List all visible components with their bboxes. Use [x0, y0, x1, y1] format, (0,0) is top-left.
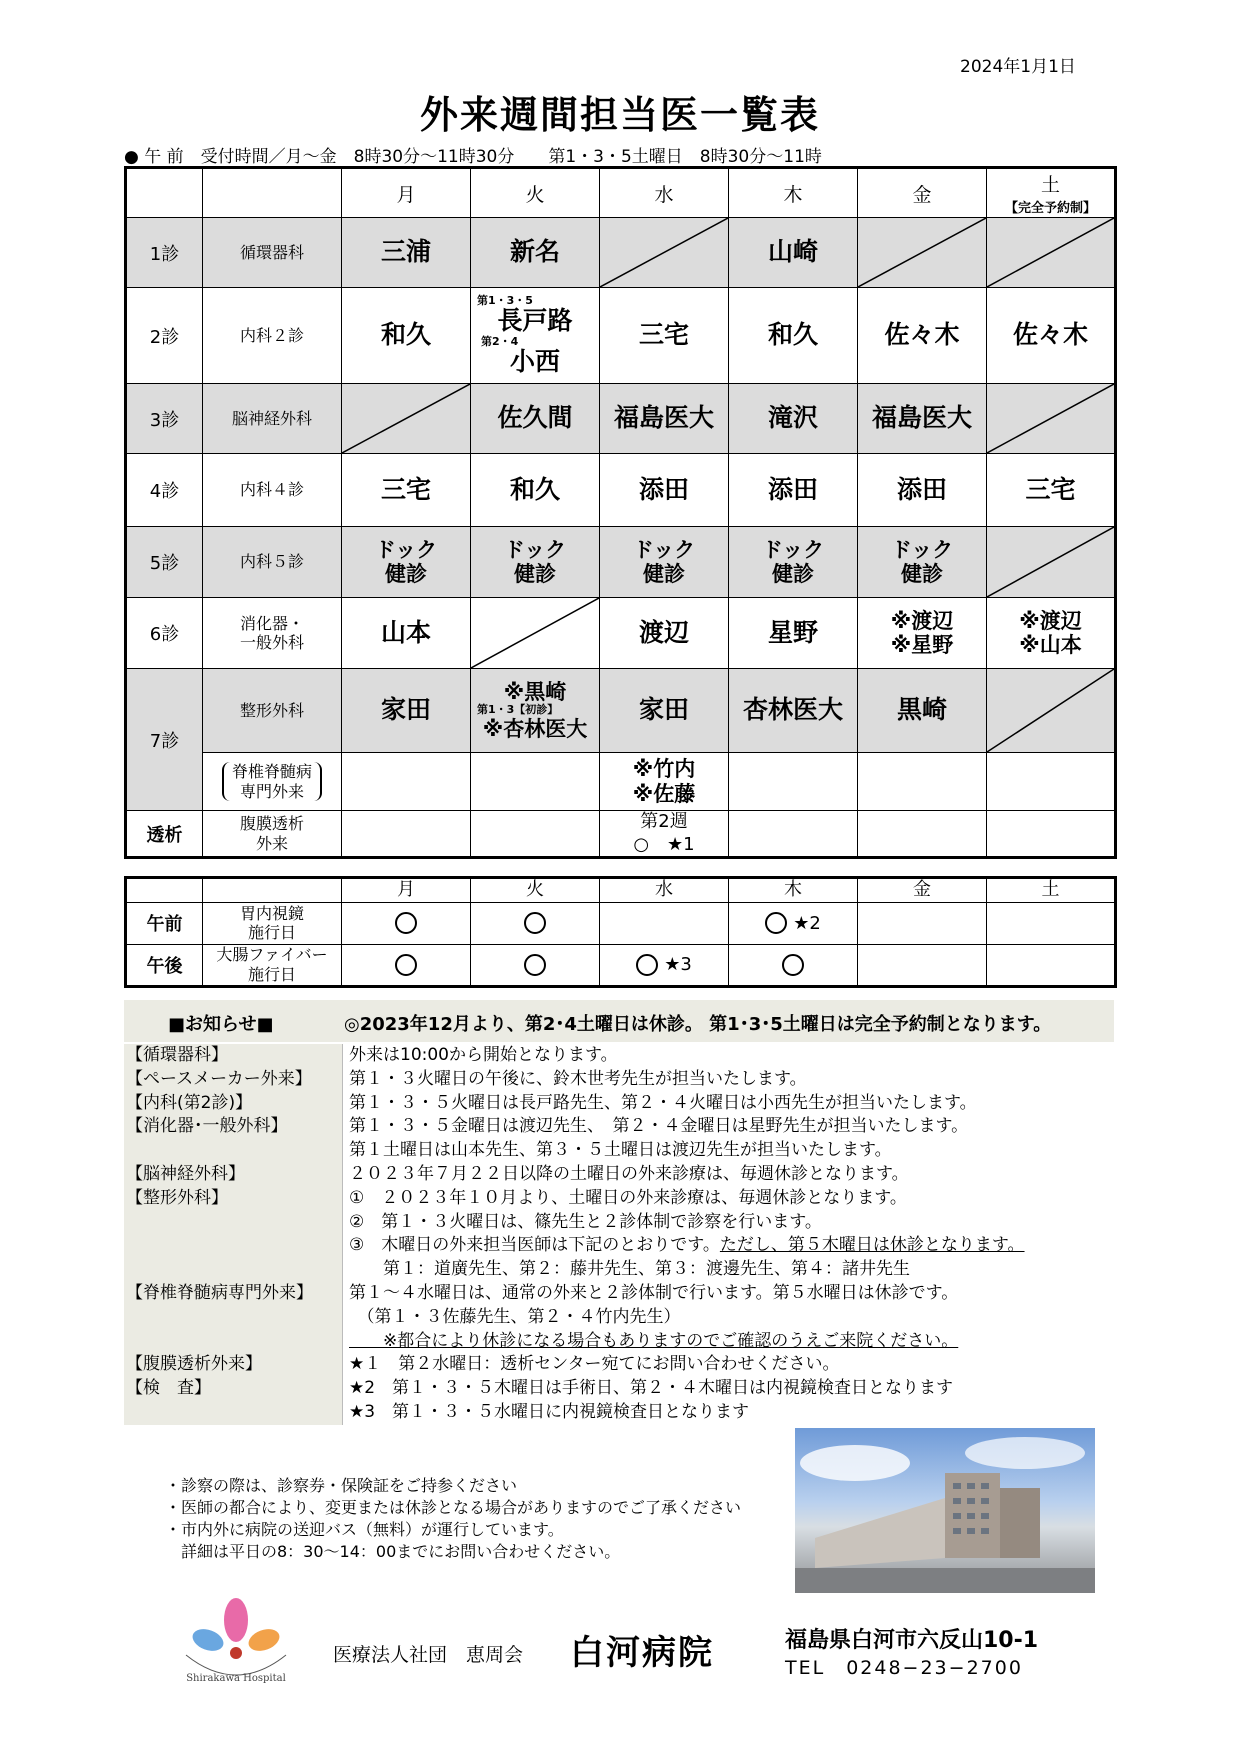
circle-icon	[524, 912, 546, 934]
notice-category	[124, 1401, 342, 1425]
day-sat: 土 【完全予約制】	[987, 168, 1116, 218]
notice-text: 第１・３・５金曜日は渡辺先生、 第２・４金曜日は星野先生が担当いたします。	[342, 1115, 1114, 1139]
notice-text: ★１ 第２水曜日：透析センター宛てにお問い合わせください。	[342, 1353, 1114, 1377]
dialysis-wed: 第2週 ○ ★1	[600, 811, 729, 858]
exam-day-row	[126, 878, 1116, 903]
notice-category: 【ペースメーカー外来】	[124, 1068, 342, 1092]
doctor-wed: ドック 健診	[600, 527, 729, 598]
notice-row	[124, 1163, 1114, 1187]
notice-row	[124, 1092, 1114, 1116]
day-thu: 木	[729, 168, 858, 218]
notice-category	[124, 1306, 342, 1330]
closed-slash	[471, 598, 600, 669]
notice-row	[124, 1306, 1114, 1330]
row-dialysis	[126, 811, 1116, 858]
notice-underlined: ただし、第５木曜日は休診となります。	[719, 1235, 1025, 1256]
notice-underlined: ※都合により休診になる場合もありますのでご確認のうえご来院ください。	[349, 1330, 959, 1351]
notice-text: 外来は10:00から開始となります。	[342, 1044, 1114, 1068]
doctor-mon: 三宅	[342, 454, 471, 527]
doctor-wed: ※竹内 ※佐藤	[600, 753, 729, 811]
notice-text: 第１〜４水曜日は、通常の外来と２診体制で行います。第５水曜日は休診です。	[342, 1282, 1114, 1306]
doctor-mon: 家田	[342, 669, 471, 753]
notice-text: ２０２３年７月２２日以降の土曜日の外来診療は、毎週休診となります。	[342, 1163, 1114, 1187]
doctor-sat: ※渡辺 ※山本	[987, 598, 1116, 669]
notice-row	[124, 1115, 1114, 1139]
booth-label: 2診	[126, 288, 203, 384]
exam-mark	[729, 944, 858, 986]
day-header-row	[126, 168, 1116, 218]
exam-mark	[729, 902, 858, 944]
closed-slash	[858, 218, 987, 288]
notice-row	[124, 1401, 1114, 1425]
hospital-phone: TEL 0248−23−2700	[785, 1657, 1023, 1679]
doctor-wed: 渡辺	[600, 598, 729, 669]
notice-row	[124, 1330, 1114, 1354]
doctor-tue: 和久	[471, 454, 600, 527]
doctor-wed: 添田	[600, 454, 729, 527]
exam-mark	[471, 902, 600, 944]
notice-row	[124, 1353, 1114, 1377]
week-note: 第2・4	[481, 334, 519, 348]
notice-row	[124, 1187, 1114, 1211]
doctor-wed: 家田	[600, 669, 729, 753]
notice-header	[124, 1000, 1114, 1042]
exam-type: 胃内視鏡 施行日	[203, 902, 342, 944]
circle-icon	[765, 912, 787, 934]
notice-text: ① ２０２３年１０月より、土曜日の外来診療は、毎週休診となります。	[342, 1187, 1114, 1211]
row-booth-7	[126, 669, 1116, 753]
doctor-tue: ドック 健診	[471, 527, 600, 598]
row-booth-3	[126, 384, 1116, 454]
week-note: 第1・3【初診】	[477, 703, 559, 717]
note-line: ・診察の際は、診察券・保険証をご持参ください	[165, 1476, 518, 1495]
doctor-name: 小西	[509, 346, 560, 376]
day-sat: 土	[987, 878, 1116, 903]
booth-label: 7診	[126, 669, 203, 811]
booth-label: 5診	[126, 527, 203, 598]
notice-category	[124, 1139, 342, 1163]
department: 内科５診	[203, 527, 342, 598]
department: 循環器科	[203, 218, 342, 288]
note-line: ・医師の都合により、変更または休診となる場合がありますのでご了承ください	[165, 1498, 742, 1517]
doctor-thu: 星野	[729, 598, 858, 669]
notice-text: 第１・３・５火曜日は長戸路先生、第２・４火曜日は小西先生が担当いたします。	[342, 1092, 1114, 1116]
hospital-logo	[176, 1595, 296, 1695]
notice-category: 【循環器科】	[124, 1044, 342, 1068]
department: 脳神経外科	[203, 384, 342, 454]
notice-text: 第１：道廣先生、第２：藤井先生、第３：渡邊先生、第４：諸井先生	[342, 1258, 1114, 1282]
doctor-tue: 新名	[471, 218, 600, 288]
closed-slash	[987, 384, 1116, 454]
notice-category	[124, 1258, 342, 1282]
booth-label: 1診	[126, 218, 203, 288]
schedule-table	[124, 166, 1117, 859]
day-mon: 月	[342, 168, 471, 218]
notice-category: 【整形外科】	[124, 1187, 342, 1211]
notice-text: 第１・３火曜日の午後に、鈴木世考先生が担当いたします。	[342, 1068, 1114, 1092]
doctor-thu: 和久	[729, 288, 858, 384]
doctor-tue: 佐久間	[471, 384, 600, 454]
day-fri: 金	[858, 878, 987, 903]
doctor-mon: 山本	[342, 598, 471, 669]
closed-slash	[600, 218, 729, 288]
exam-mark	[342, 902, 471, 944]
closed-slash	[987, 527, 1116, 598]
day-thu: 木	[729, 878, 858, 903]
doctor-tue	[471, 669, 600, 753]
notice-row	[124, 1068, 1114, 1092]
circle-icon	[524, 954, 546, 976]
doctor-tue	[471, 288, 600, 384]
notice-row	[124, 1044, 1114, 1068]
notice-row	[124, 1234, 1114, 1258]
hospital-address: 福島県白河市六反山10-1	[785, 1628, 1039, 1653]
week-note: 第1・3・5	[477, 293, 533, 307]
circle-icon	[395, 912, 417, 934]
department: 脊椎脊髄病 専門外来	[203, 753, 342, 811]
booth-label: 3診	[126, 384, 203, 454]
doctor-fri: ドック 健診	[858, 527, 987, 598]
department: 消化器・ 一般外科	[203, 598, 342, 669]
booth-label: 6診	[126, 598, 203, 669]
doctor-thu: 滝沢	[729, 384, 858, 454]
exam-mark	[471, 944, 600, 986]
pm-label: 午後	[126, 944, 203, 986]
notice-row	[124, 1258, 1114, 1282]
am-label: 午前	[126, 902, 203, 944]
exam-pm-row	[126, 944, 1116, 986]
doctor-fri: 黒崎	[858, 669, 987, 753]
notice-category	[124, 1330, 342, 1354]
notice-list	[124, 1044, 1114, 1425]
note-line: 詳細は平日の8：30〜14：00までにお問い合わせください。	[165, 1542, 621, 1561]
row-booth-1	[126, 218, 1116, 288]
doctor-fri: ※渡辺 ※星野	[858, 598, 987, 669]
row-spine-clinic	[126, 753, 1116, 811]
notice-text: ② 第１・３火曜日は、篠先生と２診体制で診察を行います。	[342, 1211, 1114, 1235]
day-tue: 火	[471, 878, 600, 903]
star-note: ★3	[664, 954, 692, 975]
doctor-thu: 山崎	[729, 218, 858, 288]
notice-text: ★2 第１・３・５木曜日は手術日、第２・４木曜日は内視鏡検査日となります	[342, 1377, 1114, 1401]
reception-hours: ● 午 前 受付時間／月〜金 8時30分〜11時30分 第1・3・5土曜日 8時30分〜11時	[124, 147, 822, 167]
sat-reservation-note: 【完全予約制】	[1004, 201, 1096, 216]
circle-icon	[636, 954, 658, 976]
notice-headline: ◎2023年12月より、第2･4土曜日は休診。 第1･3･5土曜日は完全予約制となります。	[344, 1014, 1052, 1035]
day-fri: 金	[858, 168, 987, 218]
day-mon: 月	[342, 878, 471, 903]
notice-row	[124, 1377, 1114, 1401]
row-booth-4	[126, 454, 1116, 527]
day-wed: 水	[600, 168, 729, 218]
hospital-name: 白河病院	[570, 1633, 714, 1673]
doctor-fri: 福島医大	[858, 384, 987, 454]
page-title: 外来週間担当医一覧表	[419, 93, 820, 137]
doctor-name: 長戸路	[497, 305, 573, 335]
exam-mark	[600, 944, 729, 986]
booth-label: 4診	[126, 454, 203, 527]
row-booth-5	[126, 527, 1116, 598]
notice-text	[342, 1330, 1114, 1354]
doctor-thu: 杏林医大	[729, 669, 858, 753]
notice-row	[124, 1211, 1114, 1235]
logo-text: Shirakawa Hospital	[186, 1673, 286, 1684]
doctor-mon: 和久	[342, 288, 471, 384]
doctor-mon: ドック 健診	[342, 527, 471, 598]
patient-notes	[165, 1475, 741, 1563]
exam-mark	[342, 944, 471, 986]
department: 腹膜透析 外来	[203, 811, 342, 858]
closed-slash	[987, 218, 1116, 288]
doctor-wed: 三宅	[600, 288, 729, 384]
doctor-mon: 三浦	[342, 218, 471, 288]
closed-slash	[987, 669, 1116, 753]
doctor-fri: 添田	[858, 454, 987, 527]
doctor-name: ※黒崎	[503, 680, 567, 705]
notice-text: 第１土曜日は山本先生、第３・５土曜日は渡辺先生が担当いたします。	[342, 1139, 1114, 1163]
notice-row	[124, 1139, 1114, 1163]
department: 整形外科	[203, 669, 342, 753]
doctor-thu: 添田	[729, 454, 858, 527]
doctor-thu: ドック 健診	[729, 527, 858, 598]
department: 内科４診	[203, 454, 342, 527]
hospital-photo	[795, 1428, 1095, 1593]
notice-category: 【検 査】	[124, 1377, 342, 1401]
closed-slash	[342, 384, 471, 454]
doctor-fri: 佐々木	[858, 288, 987, 384]
notice-text: ★3 第１・３・５水曜日に内視鏡検査日となります	[342, 1401, 1114, 1425]
doctor-sat: 三宅	[987, 454, 1116, 527]
notice-text: ③ 木曜日の外来担当医師は下記のとおりです。ただし、第５木曜日は休診となります。	[342, 1234, 1114, 1258]
note-line: ・市内外に病院の送迎バス（無料）が運行しています。	[165, 1520, 564, 1539]
notice-row	[124, 1282, 1114, 1306]
notice-category: 【脳神経外科】	[124, 1163, 342, 1187]
circle-icon	[395, 954, 417, 976]
exam-am-row	[126, 902, 1116, 944]
row-booth-6	[126, 598, 1116, 669]
doctor-wed: 福島医大	[600, 384, 729, 454]
organization-name: 医療法人社団 恵周会	[333, 1644, 524, 1666]
star-note: ★2	[793, 912, 821, 934]
day-wed: 水	[600, 878, 729, 903]
notice-category: 【消化器･一般外科】	[124, 1115, 342, 1139]
doctor-sat: 佐々木	[987, 288, 1116, 384]
endoscopy-table	[124, 876, 1117, 988]
notice-label: ■お知らせ■	[168, 1014, 274, 1035]
notice-text: （第１・３佐藤先生、第２・４竹内先生）	[342, 1306, 1114, 1330]
day-tue: 火	[471, 168, 600, 218]
notice-category: 【内科(第2診)】	[124, 1092, 342, 1116]
notice-category: 【脊椎脊髄病専門外来】	[124, 1282, 342, 1306]
row-booth-2	[126, 288, 1116, 384]
notice-category	[124, 1211, 342, 1235]
doctor-name: ※杏林医大	[482, 716, 588, 741]
exam-type: 大腸ファイバー 施行日	[203, 944, 342, 986]
circle-icon	[782, 954, 804, 976]
issue-date: 2024年1月1日	[960, 57, 1076, 77]
notice-category	[124, 1234, 342, 1258]
notice-category: 【腹膜透析外来】	[124, 1353, 342, 1377]
department: 内科２診	[203, 288, 342, 384]
booth-label: 透析	[126, 811, 203, 858]
